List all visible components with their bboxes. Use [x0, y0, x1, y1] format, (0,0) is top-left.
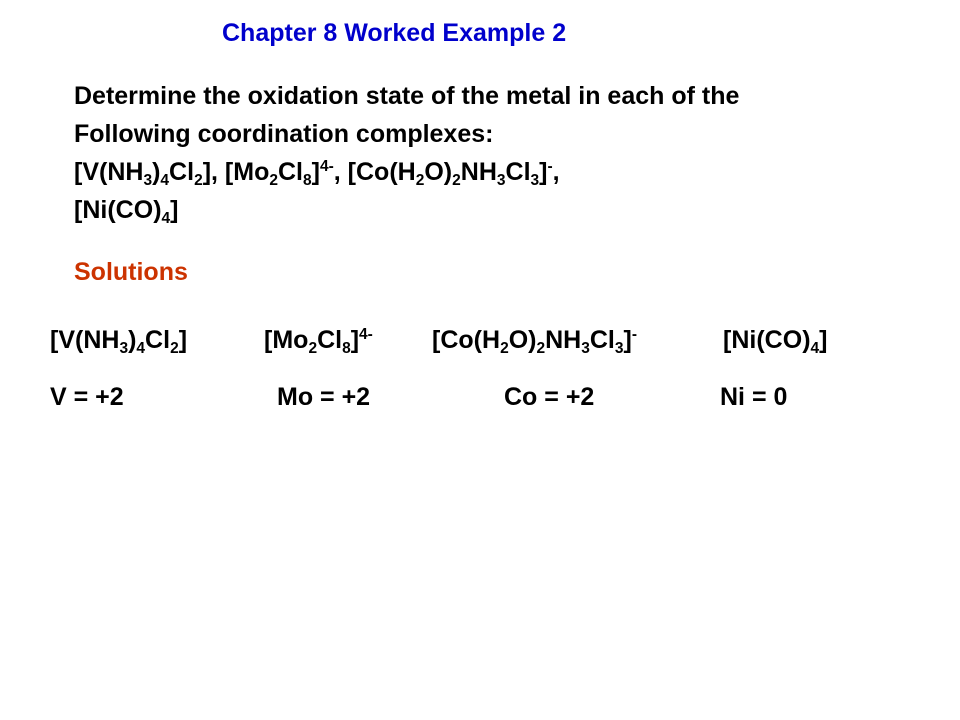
problem-formulas-line	[74, 191, 954, 229]
slide-title: Chapter 8 Worked Example 2	[222, 19, 567, 47]
solution-formula: $[Ni(CO)_4]$	[723, 326, 828, 358]
solution-formula: $[Mo_2Cl_8]^{4-}$	[264, 326, 373, 358]
problem-formula: $[V(NH_3)_4Cl_2]$	[74, 158, 212, 190]
problem-formula: $[Co(H_2O)_2NH_3Cl_3]^-$	[347, 158, 553, 190]
problem-line-2: Following coordination complexes:	[74, 120, 494, 148]
solution-formula: $[V(NH_3)_4Cl_2]$	[50, 326, 188, 358]
problem-statement	[74, 77, 954, 229]
solution-answer: Ni = 0	[720, 383, 788, 411]
problem-formula: $[Ni(CO)_4]$	[74, 196, 179, 228]
solution-answer: Co = +2	[504, 383, 595, 411]
solution-answer: V = +2	[50, 383, 124, 411]
solutions-heading: Solutions	[74, 258, 188, 286]
solution-formula: $[Co(H_2O)_2NH_3Cl_3]^-$	[432, 326, 637, 358]
solution-answer: Mo = +2	[277, 383, 371, 411]
problem-line-1: Determine the oxidation state of the metal in each of the	[74, 82, 740, 110]
problem-formulas-line: $[V(NH_3)_4Cl_2]$, $[Mo_2Cl_8]^{4-}$, $[Co(H_2O)_2NH_3Cl_3]^-$,	[74, 158, 560, 190]
problem-formula: $[Mo_2Cl_8]^{4-}$	[224, 158, 334, 190]
